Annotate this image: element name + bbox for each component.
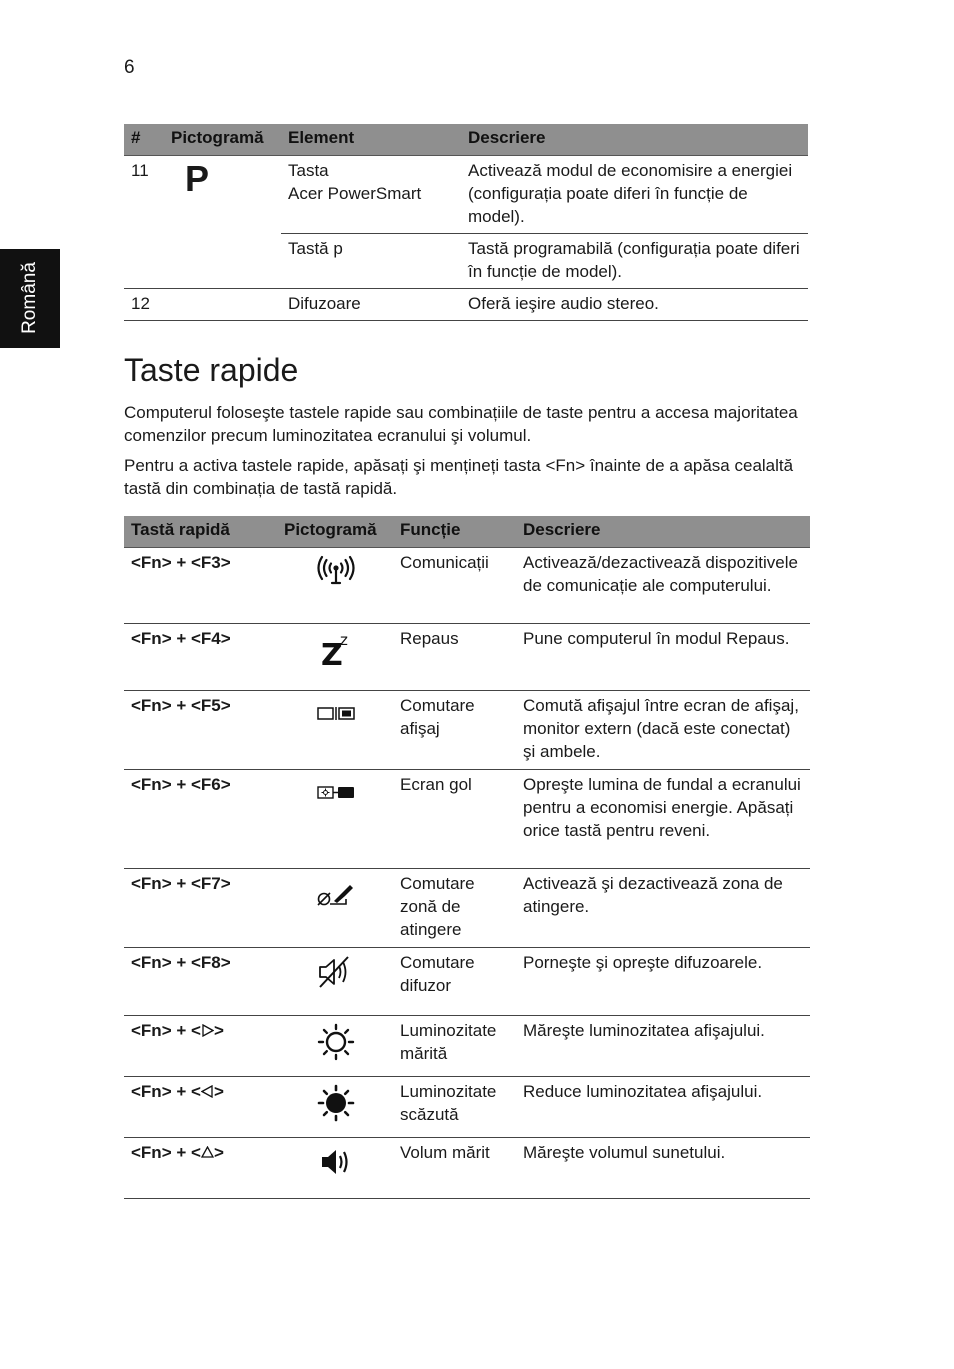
header-element: Element	[281, 124, 461, 156]
description-cell: Porneşte şi opreşte difuzoarele.	[516, 948, 810, 1016]
description-cell: Măreşte volumul sunetului.	[516, 1138, 810, 1199]
section-title: Taste rapide	[124, 352, 299, 388]
language-label: Română	[19, 262, 40, 334]
header-description: Descriere	[516, 516, 810, 548]
function-cell: Luminozitate scăzută	[393, 1077, 516, 1138]
powersmart-p-icon: P	[185, 158, 210, 199]
icon-cell	[277, 691, 393, 770]
row-icon-cell	[164, 156, 281, 289]
intro-paragraph: Computerul foloseşte tastele rapide sau combinațiile de taste pentru a accesa majoritatea comenzilor precum luminozitatea ecranului şi volumul.	[124, 403, 798, 445]
arrow-left-icon	[201, 1085, 214, 1098]
description-cell: Reduce luminozitatea afişajului.	[516, 1077, 810, 1138]
description-cell: Comută afişajul între ecran de afişaj, monitor extern (dacă este conectat) şi ambele.	[516, 691, 810, 770]
description-cell: Activează şi dezactivează zona de atingere.	[516, 869, 810, 948]
table-row	[124, 869, 810, 948]
hotkey-suffix: >	[213, 1021, 224, 1040]
table-row	[124, 548, 810, 624]
arrow-up-icon	[201, 1146, 214, 1159]
icon-cell	[277, 1016, 393, 1077]
hotkey-prefix: <Fn> + <	[131, 1021, 201, 1040]
keyboard-elements-table	[124, 124, 808, 321]
icon-cell	[277, 948, 393, 1016]
hotkey-cell	[124, 1077, 277, 1138]
hotkey-cell: <Fn> + <F5>	[124, 691, 277, 770]
icon-cell	[277, 624, 393, 691]
brightness-up-icon	[316, 1023, 356, 1061]
icon-cell	[277, 1138, 393, 1199]
touchpad-toggle-icon	[316, 880, 356, 910]
table-row	[124, 948, 810, 1016]
hotkey-prefix: <Fn> + <	[131, 1143, 201, 1162]
row-description: Tastă programabilă (configurația poate diferi în funcție de model).	[461, 234, 808, 289]
description-cell: Activează/dezactivează dispozitivele de comunicație ale computerului.	[516, 548, 810, 624]
table-row	[124, 289, 808, 321]
volume-up-icon	[316, 1145, 356, 1179]
brightness-down-icon	[316, 1084, 356, 1122]
header-icon: Pictogramă	[164, 124, 281, 156]
hotkey-suffix: >	[213, 1082, 224, 1101]
function-cell: Ecran gol	[393, 770, 516, 869]
table-row	[124, 691, 810, 770]
description-cell: Pune computerul în modul Repaus.	[516, 624, 810, 691]
svg-text:z: z	[339, 631, 348, 649]
header-number: #	[124, 124, 164, 156]
arrow-right-icon	[201, 1024, 214, 1037]
hotkey-cell: <Fn> + <F4>	[124, 624, 277, 691]
table-row	[124, 1077, 810, 1138]
hotkey-cell	[124, 1016, 277, 1077]
row-icon-cell	[164, 289, 281, 321]
table-row	[124, 1016, 810, 1077]
instruction-paragraph: Pentru a activa tastele rapide, apăsați şi mențineți tasta <Fn> înainte de a apăsa cealaltă tastă din combinația de tastă rapidă.	[124, 456, 794, 498]
row-element: Tastă p	[281, 234, 461, 289]
hotkey-cell: <Fn> + <F3>	[124, 548, 277, 624]
table-row	[124, 770, 810, 869]
icon-cell	[277, 548, 393, 624]
function-cell: Comutare difuzor	[393, 948, 516, 1016]
header-function: Funcție	[393, 516, 516, 548]
svg-text:Z: Z	[320, 638, 343, 669]
hotkey-cell: <Fn> + <F7>	[124, 869, 277, 948]
row-number: 11	[124, 156, 164, 289]
table-row	[124, 1138, 810, 1199]
function-cell: Volum mărit	[393, 1138, 516, 1199]
hotkeys-table	[124, 516, 810, 1199]
header-description: Descriere	[461, 124, 808, 156]
header-icon: Pictogramă	[277, 516, 393, 548]
display-toggle-icon	[316, 704, 356, 724]
function-cell: Comunicații	[393, 548, 516, 624]
table-row	[124, 624, 810, 691]
icon-cell	[277, 869, 393, 948]
row-element: Difuzoare	[281, 289, 461, 321]
language-side-tab	[0, 249, 60, 348]
function-cell: Luminozitate mărită	[393, 1016, 516, 1077]
hotkey-suffix: >	[213, 1143, 224, 1162]
table-header-row	[124, 124, 808, 156]
function-cell: Comutare afişaj	[393, 691, 516, 770]
description-cell: Măreşte luminozitatea afişajului.	[516, 1016, 810, 1077]
row-number: 12	[124, 289, 164, 321]
row-description: Activează modul de economisire a energiei (configurația poate diferi în funcție de model).	[461, 156, 808, 234]
sleep-icon	[318, 631, 354, 669]
element-line: Acer PowerSmart	[288, 184, 422, 203]
hotkey-cell: <Fn> + <F6>	[124, 770, 277, 869]
speaker-toggle-icon	[316, 955, 356, 989]
icon-cell	[277, 1077, 393, 1138]
hotkey-cell: <Fn> + <F8>	[124, 948, 277, 1016]
hotkey-cell	[124, 1138, 277, 1199]
function-cell: Comutare zonă de atingere	[393, 869, 516, 948]
description-cell: Opreşte lumina de fundal a ecranului pentru a economisi energie. Apăsați orice tastă pentru reveni.	[516, 770, 810, 869]
function-cell: Repaus	[393, 624, 516, 691]
screen-blank-icon	[316, 783, 356, 803]
table-row	[124, 156, 808, 234]
wireless-icon	[316, 555, 356, 587]
icon-cell	[277, 770, 393, 869]
row-description: Oferă ieşire audio stereo.	[461, 289, 808, 321]
hotkey-prefix: <Fn> + <	[131, 1082, 201, 1101]
table-header-row	[124, 516, 810, 548]
row-element	[281, 156, 461, 234]
header-hotkey: Tastă rapidă	[124, 516, 277, 548]
page-number: 6	[124, 57, 135, 78]
element-line: Tasta	[288, 161, 329, 180]
